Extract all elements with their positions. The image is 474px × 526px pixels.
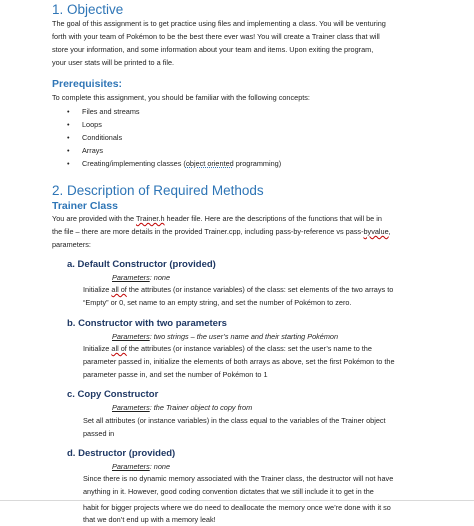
bullet-icon: • [67,159,70,168]
two-param-constructor-line-1 [83,342,372,355]
default-constructor-line-2: “Empty” or 0, set name to an empty string, and set the number of Pokémon to zero. [83,298,352,307]
trainer-intro-line-2 [52,225,391,238]
bullet-text: Files and streams [82,107,140,116]
destructor-params [112,462,170,471]
required-methods-heading: 2. Description of Required Methods [52,183,264,198]
bullet-text [82,159,281,168]
destructor-line-3: habit for bigger projects where we do need to deallocate the memory once we’re done with it so [83,503,391,512]
document-page-2 [0,501,474,526]
bullet-text: Loops [82,120,102,129]
text-pre: Initialize [83,344,112,353]
prerequisites-intro: To complete this assignment, you should be familiar with the following concepts: [52,93,310,102]
default-constructor-params [112,273,170,282]
prerequisites-heading: Prerequisites: [52,78,123,90]
text-marked: Trainer.h [135,214,165,223]
bullet-text: Conditionals [82,133,123,142]
params-label: Parameters [112,273,150,282]
destructor-heading: d. Destructor (provided) [67,448,176,459]
bullet-text-post: programming) [233,159,282,168]
copy-constructor-line-2: passed in [83,429,115,438]
default-constructor-heading: a. Default Constructor (provided) [67,259,216,270]
objective-line-1: The goal of this assignment is to get practice using files and implementing a class. You will be venturing [52,19,386,28]
params-text: : none [149,462,171,471]
text-pre: Initialize [83,285,112,294]
bullet-icon: • [67,133,70,142]
two-param-constructor-heading: b. Constructor with two parameters [67,318,227,329]
objective-line-3: store your information, and some information about your team and items. Upon exiting the program, [52,45,374,54]
params-label: Parameters [112,403,150,412]
bullet-text-marked: object oriented [185,159,234,168]
text-post: the attributes (or instance variables) of the class: set elements of the two arrays to [126,285,394,294]
trainer-intro-line-3: parameters: [52,240,91,249]
text-pre: the file – there are more details in the provided Trainer.cpp, including pass-by-reference vs pass- [52,227,364,236]
objective-line-4: your user stats will be printed to a file. [52,58,175,67]
text-marked: all of [111,285,127,294]
two-param-constructor-params [112,332,338,341]
text-marked: byvalue [363,227,389,236]
destructor-line-4: that we don’t end up with a memory leak! [83,515,216,524]
copy-constructor-heading: c. Copy Constructor [67,389,159,400]
bullet-text-pre: Creating/implementing classes ( [82,159,186,168]
bullet-icon: • [67,120,70,129]
bullet-icon: • [67,107,70,116]
text-post: , [388,227,391,236]
text-marked: all of [111,344,127,353]
text-post: header file. Here are the descriptions of the functions that will be in [164,214,382,223]
default-constructor-line-1 [83,283,393,296]
trainer-class-heading: Trainer Class [52,200,118,212]
params-label: Parameters [112,332,150,341]
params-label: Parameters [112,462,150,471]
params-text: : two strings – the user’s name and their starting Pokémon [149,332,339,341]
copy-constructor-line-1: Set all attributes (or instance variables) in the class equal to the variables of the Trainer object [83,416,386,425]
destructor-line-1: Since there is no dynamic memory associated with the Trainer class, the destructor will not have [83,474,394,483]
objective-heading: 1. Objective [52,2,124,17]
objective-line-2: forth with your team of Pokémon to be the best there ever was! You will create a Trainer class that will [52,32,380,41]
destructor-line-2: anything in it. However, good coding convention dictates that we still include it to get in the [83,487,374,496]
copy-constructor-params [112,403,252,412]
bullet-icon: • [67,146,70,155]
params-text: : the Trainer object to copy from [149,403,253,412]
two-param-constructor-line-2: parameter passed in, initialize the elements of both arrays as above, set the first Pokémon to the [83,357,395,366]
trainer-intro-line-1 [52,212,382,225]
bullet-text: Arrays [82,146,104,155]
params-text: : none [149,273,171,282]
text-post: the attributes (or instance variables) of the class: set the user’s name to the [126,344,372,353]
text-pre: You are provided with the [52,214,136,223]
two-param-constructor-line-3: parameter passe in, and set the number of Pokémon to 1 [83,370,268,379]
